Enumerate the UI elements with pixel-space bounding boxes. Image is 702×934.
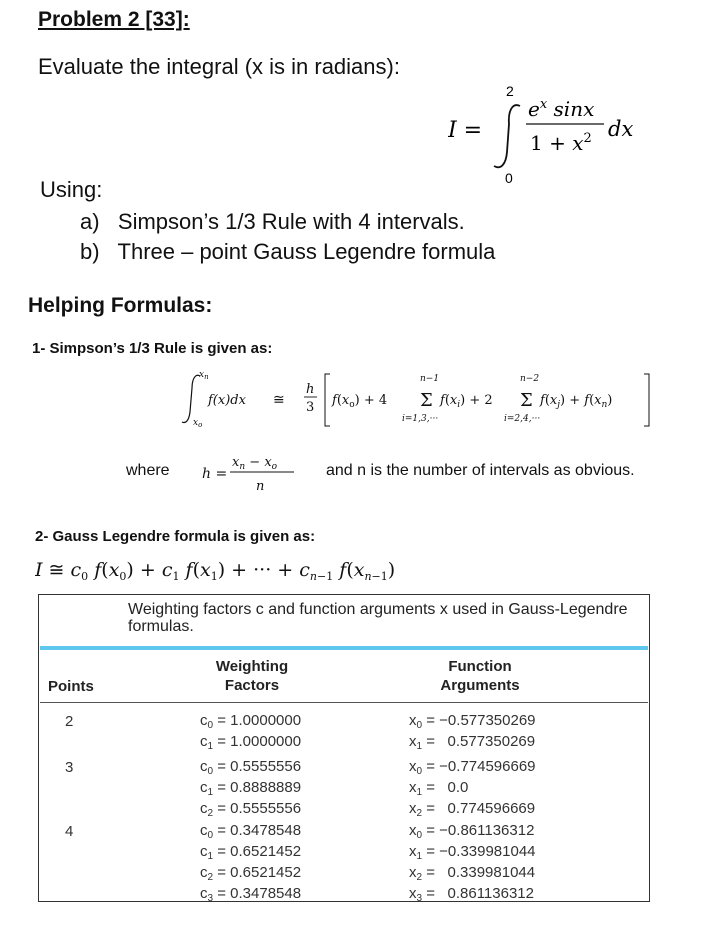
- task-a-text: Simpson’s 1/3 Rule with 4 intervals.: [117, 209, 465, 234]
- task-a: [80, 209, 465, 235]
- weight-entry: $c_1 = 1.0000000$: [200, 733, 302, 752]
- weights-row-2: [200, 711, 301, 753]
- where-label: where: [126, 462, 170, 479]
- weight-value: 0.6521452: [230, 864, 302, 881]
- integral-lhs: I =: [448, 118, 483, 143]
- simpson-upper: $x_n$: [199, 370, 209, 381]
- simpson-body-2: $f(x_i) + 2$: [440, 393, 493, 410]
- integral-lower-limit: 0: [505, 170, 513, 186]
- weight-entry: $c_2 = 0.6521452$: [200, 864, 302, 883]
- helping-heading: Helping Formulas:: [28, 294, 213, 317]
- weights-row-3: [200, 757, 301, 820]
- sigma-2: Σ: [520, 390, 533, 411]
- arg-value: −0.861136312: [439, 822, 535, 839]
- weight-entry: $c_2 = 0.5555556$: [200, 800, 302, 819]
- arg-value: 0.861136312: [447, 885, 534, 902]
- row-points-3: 3: [65, 759, 74, 776]
- h-numerator: $x_n - x_o$: [232, 455, 278, 472]
- sigma-1: Σ: [420, 390, 433, 411]
- arg-value: −0.774596669: [439, 758, 536, 775]
- weight-entry: $c_0 = 0.3478548$: [200, 822, 302, 841]
- integral-numerator: $e^x$ sinx: [528, 97, 595, 121]
- arg-value: 0.339981044: [447, 864, 536, 881]
- problem-prompt: Evaluate the integral (x is in radians):: [38, 54, 400, 79]
- weight-entry: $c_1 = 0.6521452$: [200, 843, 302, 862]
- svg-text:I ≅ c0 f(x0) + c1 f(x1) + ···: I ≅ $c_0$ $f(x_0) + c_1$ $f(x_1)$ + ··· + $c_n-1$ $f(x_n-1)$: [35, 559, 396, 583]
- arg-value: −0.577350269: [439, 712, 536, 729]
- weight-entry: $c_1 = 0.8888889$: [200, 779, 302, 798]
- h-lhs: h =: [202, 466, 228, 482]
- arg-entry: $x_3 = 0.861136312$: [409, 885, 534, 904]
- arg-value: 0.577350269: [447, 733, 536, 750]
- gauss-table: [38, 594, 650, 902]
- weight-entry: $c_0 = 0.5555556$: [200, 758, 302, 777]
- table-header-rule: [40, 646, 648, 650]
- sigma-2-bottom: i=2,4,···: [504, 414, 541, 424]
- arg-entry: $x_2 = 0.774596669$: [409, 800, 536, 819]
- right-bracket: [644, 374, 649, 426]
- weight-value: 0.6521452: [230, 843, 302, 860]
- weight-entry: $c_3 = 0.3478548$: [200, 885, 302, 904]
- arg-value: 0.0: [447, 779, 469, 796]
- table-caption: Weighting factors c and function arguments x used in Gauss-Legendre formulas.: [128, 601, 628, 635]
- column-header-points: Points: [48, 678, 94, 695]
- weight-value: 0.3478548: [230, 885, 302, 902]
- sigma-1-bottom: i=1,3,···: [402, 414, 439, 424]
- problem-title: Problem 2 [33]:: [38, 8, 190, 31]
- simpson-integral-sign: [182, 375, 200, 422]
- row-points-2: 2: [65, 713, 74, 730]
- n-note: and n is the number of intervals as obvious.: [326, 462, 635, 479]
- arg-value: 0.774596669: [447, 800, 536, 817]
- integral-differential: dx: [608, 117, 634, 141]
- args-row-4: [409, 821, 536, 905]
- left-bracket: [325, 374, 330, 426]
- sigma-2-top: n−2: [520, 374, 540, 384]
- args-row-2: [409, 711, 536, 753]
- weights-row-4: [200, 821, 301, 905]
- arg-entry: $x_1 = -0.339981044$: [409, 843, 536, 862]
- weight-value: 0.5555556: [230, 758, 302, 775]
- simpson-body: $f(x_o) + 4$: [332, 393, 388, 410]
- integral-expression: [448, 80, 648, 190]
- task-b: [80, 239, 495, 265]
- arg-entry: $x_0 = -0.577350269$: [409, 712, 536, 731]
- weight-value: 0.3478548: [230, 822, 302, 839]
- args-row-3: [409, 757, 536, 820]
- simpson-label: 1- Simpson’s 1/3 Rule is given as:: [32, 340, 273, 357]
- gauss-formula: [35, 554, 455, 584]
- using-label: Using:: [40, 177, 103, 202]
- header-divider: [40, 702, 648, 703]
- arg-value: −0.339981044: [439, 843, 536, 860]
- column-header-args: Function Arguments: [440, 658, 520, 694]
- simpson-lower: $x_o$: [193, 418, 203, 429]
- weight-value: 1.0000000: [230, 712, 302, 729]
- simpson-h: h: [306, 382, 315, 397]
- simpson-formula: [178, 364, 658, 434]
- integral-upper-limit: 2: [506, 83, 514, 99]
- integral-denominator: $1 + x^2$: [530, 131, 592, 155]
- h-denominator: n: [256, 479, 265, 494]
- simpson-approx: ≅: [273, 392, 285, 408]
- gauss-label: 2- Gauss Legendre formula is given as:: [35, 528, 316, 545]
- arg-entry: $x_1 = 0.0$: [409, 779, 469, 798]
- weight-value: 1.0000000: [230, 733, 302, 750]
- sigma-1-top: n−1: [420, 374, 440, 384]
- arg-entry: $x_2 = 0.339981044$: [409, 864, 536, 883]
- simpson-integrand: f(x)dx: [208, 393, 246, 408]
- row-points-4: 4: [65, 823, 74, 840]
- column-header-weights: Weighting Factors: [215, 658, 289, 694]
- h-definition: [198, 448, 308, 496]
- arg-entry: $x_0 = -0.774596669$: [409, 758, 536, 777]
- arg-entry: $x_1 = 0.577350269$: [409, 733, 536, 752]
- integral-sign: [494, 105, 520, 167]
- arg-entry: $x_0 = -0.861136312$: [409, 822, 535, 841]
- task-b-marker: b): [80, 239, 100, 264]
- simpson-3: 3: [306, 400, 315, 415]
- weight-value: 0.5555556: [230, 800, 302, 817]
- weight-value: 0.8888889: [230, 779, 302, 796]
- task-b-text: Three – point Gauss Legendre formula: [117, 239, 496, 264]
- task-a-marker: a): [80, 209, 100, 234]
- simpson-body-3: $f(x_j) + f(x_n)$: [540, 393, 613, 410]
- weight-entry: $c_0 = 1.0000000$: [200, 712, 302, 731]
